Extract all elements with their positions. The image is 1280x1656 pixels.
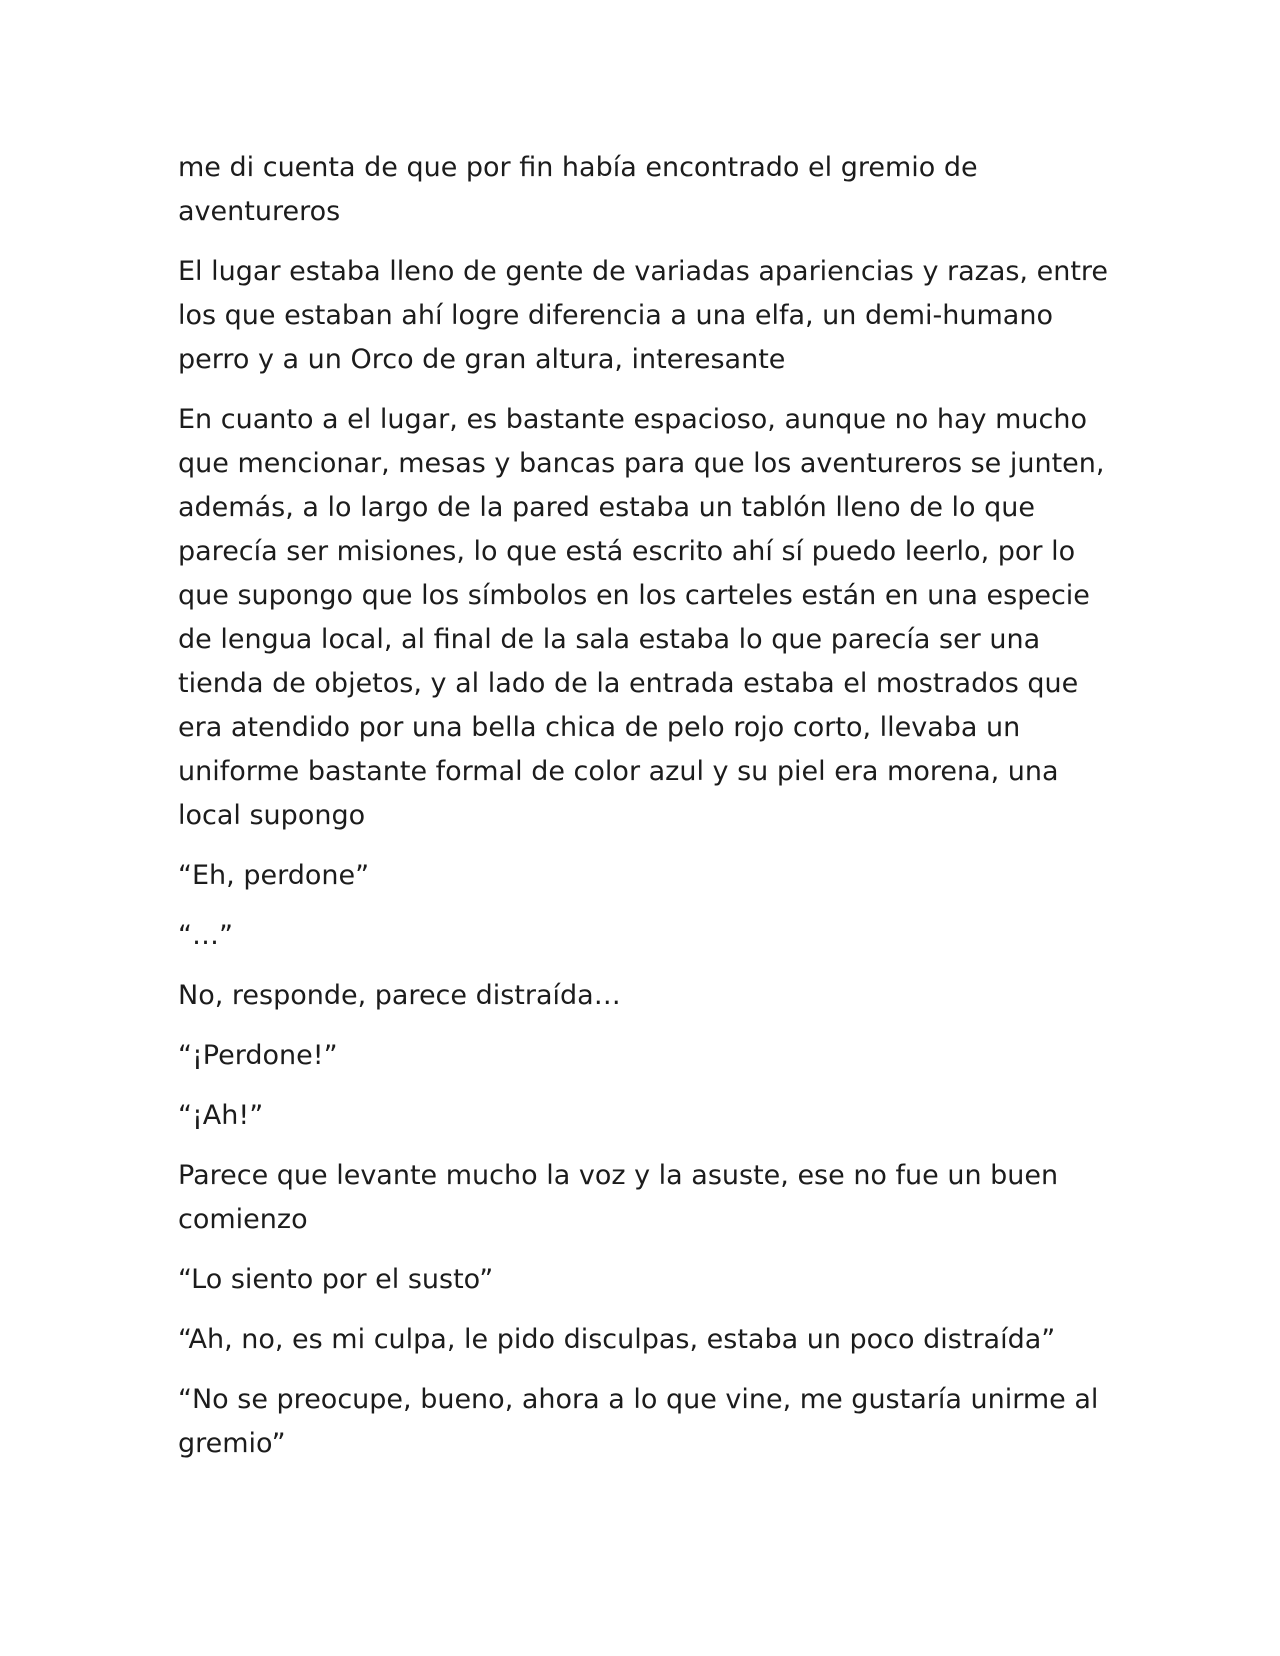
dialogue-line: “¡Ah!” — [178, 1100, 264, 1131]
dialogue-line: “…” — [178, 920, 233, 951]
paragraph: No, responde, parece distraída… — [178, 980, 621, 1011]
dialogue-line: “Eh, perdone” — [178, 860, 370, 891]
dialogue-line: “No se preocupe, bueno, ahora a lo que vine, me gustaría unirme al gremio” — [178, 1384, 1099, 1459]
dialogue-line: “Ah, no, es mi culpa, le pido disculpas, estaba un poco distraída” — [178, 1324, 1056, 1355]
paragraph: En cuanto a el lugar, es bastante espacioso, aunque no hay mucho que mencionar, mesas y bancas para que los aventureros se junten, además, a lo largo de la pared estaba un tablón lleno de lo que parecía ser misiones, lo que está escrito ahí sí puedo leerlo, por lo que supongo que los símbolos en los carteles están en una especie de lengua local, al final de la sala estaba lo que parecía ser una tienda de objetos, y al lado de la entrada estaba el mostrados que era atendido por una bella chica de pelo rojo corto, llevaba un uniforme bastante formal de color azul y su piel era morena, una local supongo — [178, 404, 1105, 831]
dialogue-line: “¡Perdone!” — [178, 1040, 338, 1071]
dialogue-line: “Lo siento por el susto” — [178, 1264, 494, 1295]
paragraph: El lugar estaba lleno de gente de variadas apariencias y razas, entre los que estaban ahí logre diferencia a una elfa, un demi-humano perro y a un Orco de gran altura, interesante — [178, 256, 1109, 375]
document-body — [178, 146, 1113, 1482]
paragraph: me di cuenta de que por fin había encontrado el gremio de aventureros — [178, 152, 978, 227]
paragraph: Parece que levante mucho la voz y la asuste, ese no fue un buen comienzo — [178, 1160, 1059, 1235]
